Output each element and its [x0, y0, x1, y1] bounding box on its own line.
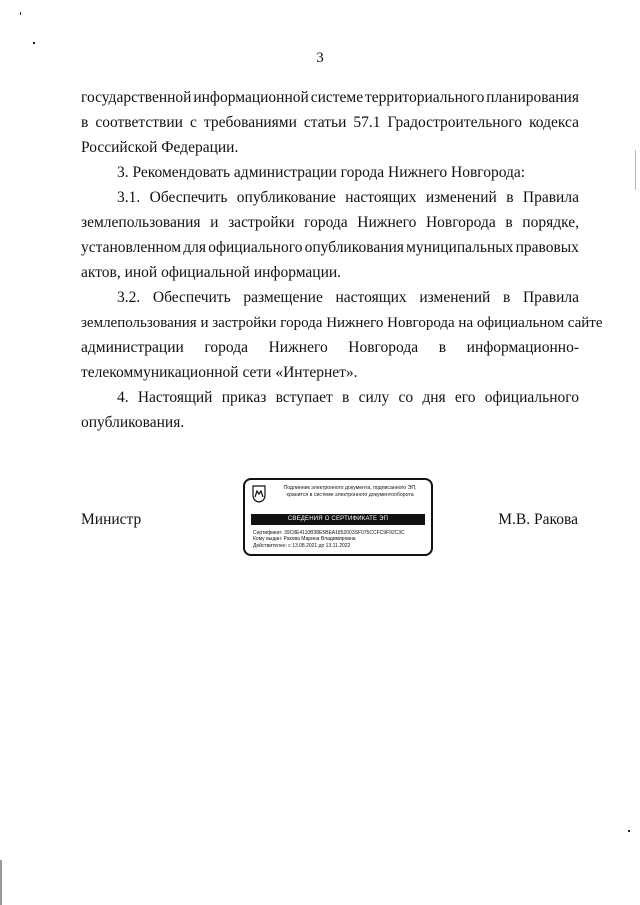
paragraph-1-line-3: Российской Федерации. — [81, 139, 239, 156]
page-number: 3 — [316, 50, 324, 66]
certificate-validity: Действителен: с 13.08.2021 до 13.11.2022 — [253, 542, 351, 549]
word: официального — [208, 239, 303, 256]
paragraph-4-line-2: землепользования и застройки города Нижнего Новгорода на официальном сайте — [81, 315, 603, 331]
signatory-name: М.В. Ракова — [498, 511, 578, 528]
word: информационной — [193, 89, 309, 106]
word: города — [304, 214, 348, 231]
paragraph-2: 3. Рекомендовать администрации города Нижнего Новгорода: — [117, 164, 526, 181]
scan-mark — [20, 12, 21, 15]
paragraph-1-line-2 — [81, 113, 579, 133]
word: в — [81, 114, 89, 131]
word: установленном — [81, 239, 182, 256]
word: его — [454, 389, 476, 406]
stamp-header: СВЕДЕНИЯ О СЕРТИФИКАТЕ ЭП — [251, 514, 425, 525]
paragraph-4-line-1 — [117, 288, 579, 308]
word: официального — [484, 389, 579, 406]
word: Правила — [522, 189, 579, 206]
coat-of-arms-icon — [252, 485, 266, 503]
word: в — [502, 289, 511, 306]
word: настоящих — [345, 189, 417, 206]
word: настоящих — [335, 289, 407, 306]
certificate-owner: Кому выдан: Ракова Марина Владимировна — [253, 536, 356, 543]
word: соответствии — [95, 114, 183, 131]
word: опубликование — [236, 189, 336, 206]
word: Правила — [522, 289, 579, 306]
word: землепользования — [81, 214, 201, 231]
word: размещение — [243, 289, 323, 306]
word: города — [204, 339, 248, 356]
word: Обеспечить — [149, 189, 228, 206]
word: опубликования — [304, 239, 404, 256]
paragraph-3-line-4: актов, иной официальной информации. — [81, 264, 342, 281]
scan-edge — [635, 150, 636, 190]
word: 3.2. — [117, 289, 141, 306]
word: Настоящий — [137, 389, 213, 406]
word: территориального — [364, 89, 485, 106]
word: Нижнего — [357, 214, 417, 231]
stamp-caption — [270, 485, 430, 498]
paragraph-5-line-2: опубликования. — [81, 414, 185, 431]
paragraph-4-line-4: телекоммуникационной сети «Интернет». — [81, 364, 358, 381]
word: 4. — [117, 389, 129, 406]
word: вступает — [275, 389, 333, 406]
word: силу — [358, 389, 390, 406]
word: со — [398, 389, 414, 406]
paragraph-1-line-1 — [81, 88, 579, 108]
word: 3.1. — [117, 189, 141, 206]
word: Нижнего — [268, 339, 328, 356]
paragraph-4-line-3 — [81, 338, 579, 358]
scan-mark — [33, 42, 35, 44]
scan-mark — [628, 830, 630, 832]
word: статьи — [303, 114, 347, 131]
word: с — [189, 114, 197, 131]
paragraph-3-line-3 — [81, 238, 579, 258]
word: Градостроительного — [387, 114, 523, 131]
word: изменений — [419, 289, 491, 306]
word: требованиями — [203, 114, 297, 131]
paragraph-3-line-1 — [117, 188, 579, 208]
signatory-position: Министр — [81, 511, 142, 528]
word: Новгорода — [348, 339, 419, 356]
word: муниципальных — [406, 239, 514, 256]
word: изменений — [425, 189, 497, 206]
word: и — [210, 214, 219, 231]
stamp-caption-line: Подлинник электронного документа, подписанного ЭП, — [283, 485, 417, 491]
word: правовых — [515, 239, 579, 256]
word: планирования — [486, 89, 579, 106]
word: информационно- — [466, 339, 579, 356]
word: 57.1 — [353, 114, 381, 131]
word: в — [505, 214, 513, 231]
word: в — [438, 339, 447, 356]
word: Обеспечить — [152, 289, 231, 306]
word: в — [342, 389, 350, 406]
electronic-signature-stamp — [243, 478, 433, 556]
stamp-details — [253, 530, 405, 549]
word: приказ — [221, 389, 267, 406]
certificate-number: Сертификат: 39C8E4110B38E5BEA1852003SF075CCFC9F92C3C — [253, 530, 405, 536]
word: администрации — [81, 339, 184, 356]
word: кодекса — [529, 114, 579, 131]
word: застройки — [228, 214, 295, 231]
word: Новгорода — [425, 214, 496, 231]
word: порядке, — [522, 214, 579, 231]
stamp-caption-line: хранится в системе электронного документооборота — [286, 491, 414, 498]
word: системе — [310, 89, 364, 106]
paragraph-5-line-1 — [117, 388, 579, 408]
word: в — [506, 189, 514, 206]
paragraph-3-line-2 — [81, 213, 579, 233]
word: дня — [422, 389, 446, 406]
word: государственной — [81, 89, 192, 106]
word: для — [183, 239, 207, 256]
scan-edge — [0, 860, 2, 905]
